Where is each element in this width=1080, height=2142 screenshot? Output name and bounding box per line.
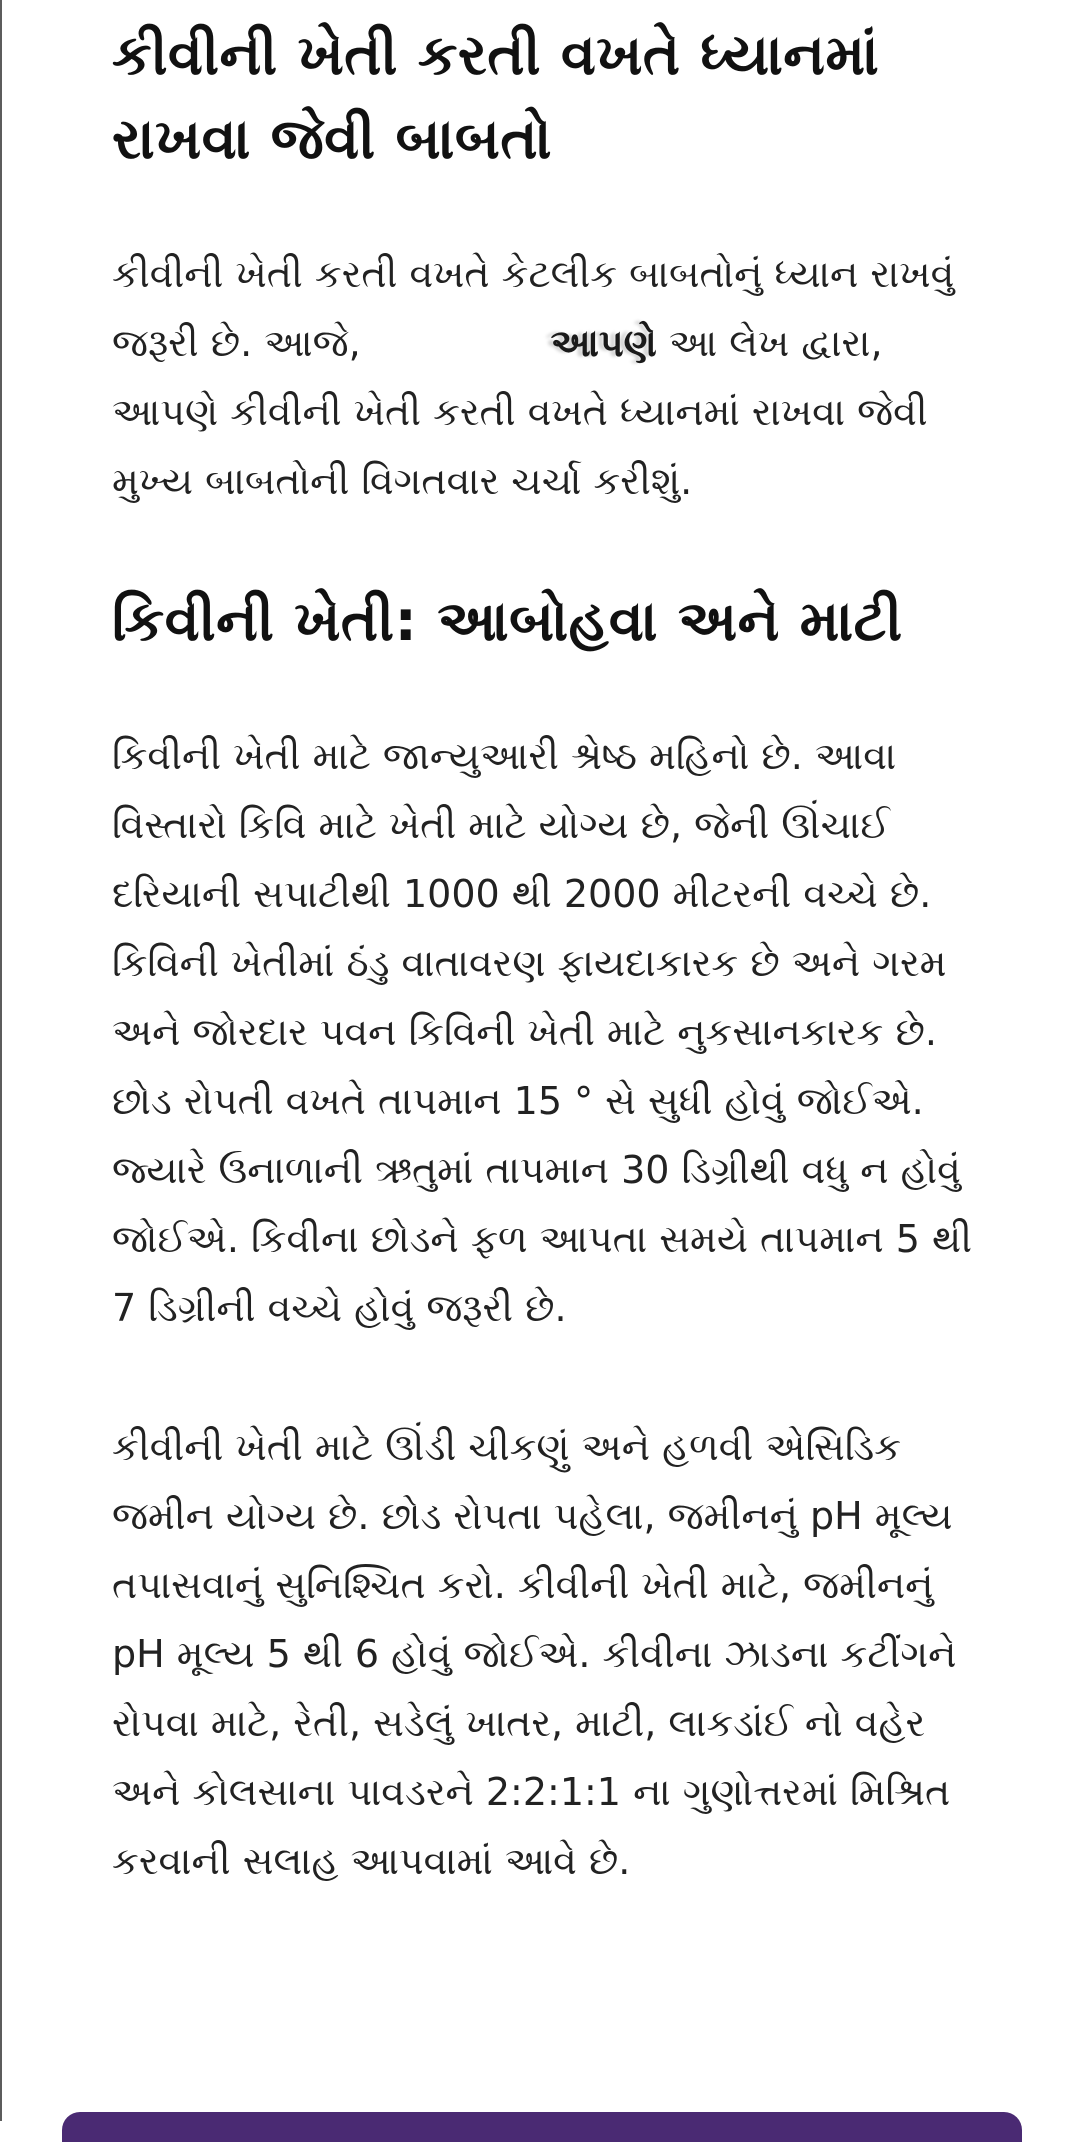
bottom-banner-edge[interactable] (62, 2112, 1022, 2142)
intro-paragraph (112, 240, 992, 516)
article-body (112, 0, 992, 1896)
section-heading-tips: કીવીની ખેતી કરતી વખતે ધ્યાનમાં રાખવા જેવી બાબતો (112, 23, 880, 172)
page-left-border (0, 0, 2, 2121)
section-heading-climate-soil: કિવીની ખેતી: આબોહવા અને માટી (112, 589, 903, 654)
intro-emphasis-word: આપણે (550, 321, 657, 365)
intro-text-end: આ લેખ દ્વારા, આપણે કીવીની ખેતી કરતી વખતે ધ્યાનમાં રાખવા જેવી મુખ્ય બાબતોની વિગતવાર ચર્ચા કરીશું. (112, 321, 928, 503)
climate-paragraph: કિવીની ખેતી માટે જાન્યુઆરી શ્રેષ્ઠ મહિનો છે. આવા વિસ્તારો કિવિ માટે ખેતી માટે યોગ્ય છે, જેની ઊંચાઈ દરિયાની સપાટીથી 1000 થી 2000 મીટરની વચ્ચે છે. કિવિની ખેતીમાં ઠંડુ વાતાવરણ ફાયદાકારક છે અને ગરમ અને જોરદાર પવન કિવિની ખેતી માટે નુકસાનકારક છે. છોડ રોપતી વખતે તાપમાન 15 ° સે સુધી હોવું જોઈએ. જ્યારે ઉનાળાની ઋતુમાં તાપમાન 30 ડિગ્રીથી વધુ ન હોવું જોઈએ. કિવીના છોડને ફળ આપતા સમયે તાપમાન 5 થી 7 ડિગ્રીની વચ્ચે હોવું જરૂરી છે. (112, 734, 973, 1330)
soil-paragraph: કીવીની ખેતી માટે ઊંડી ચીકણું અને હળવી એસિડિક જમીન યોગ્ય છે. છોડ રોપતા પહેલા, જમીનનું pH મૂલ્ય તપાસવાનું સુનિશ્ચિત કરો. કીવીની ખેતી માટે, જમીનનું pH મૂલ્ય 5 થી 6 હોવું જોઈએ. કીવીના ઝાડના કટીંગને રોપવા માટે, રેતી, સડેલું ખાતર, માટી, લાકડાંઈ નો વહેર અને કોલસાના પાવડરને 2:2:1:1 ના ગુણોત્તરમાં મિશ્રિત કરવાની સલાહ આપવામાં આવે છે. (112, 1425, 957, 1883)
intro-text-start: કીવીની ખેતી કરતી વખતે કેટલીક બાબતોનું ધ્યાન રાખવું જરૂરી છે. આજે, (112, 252, 955, 365)
